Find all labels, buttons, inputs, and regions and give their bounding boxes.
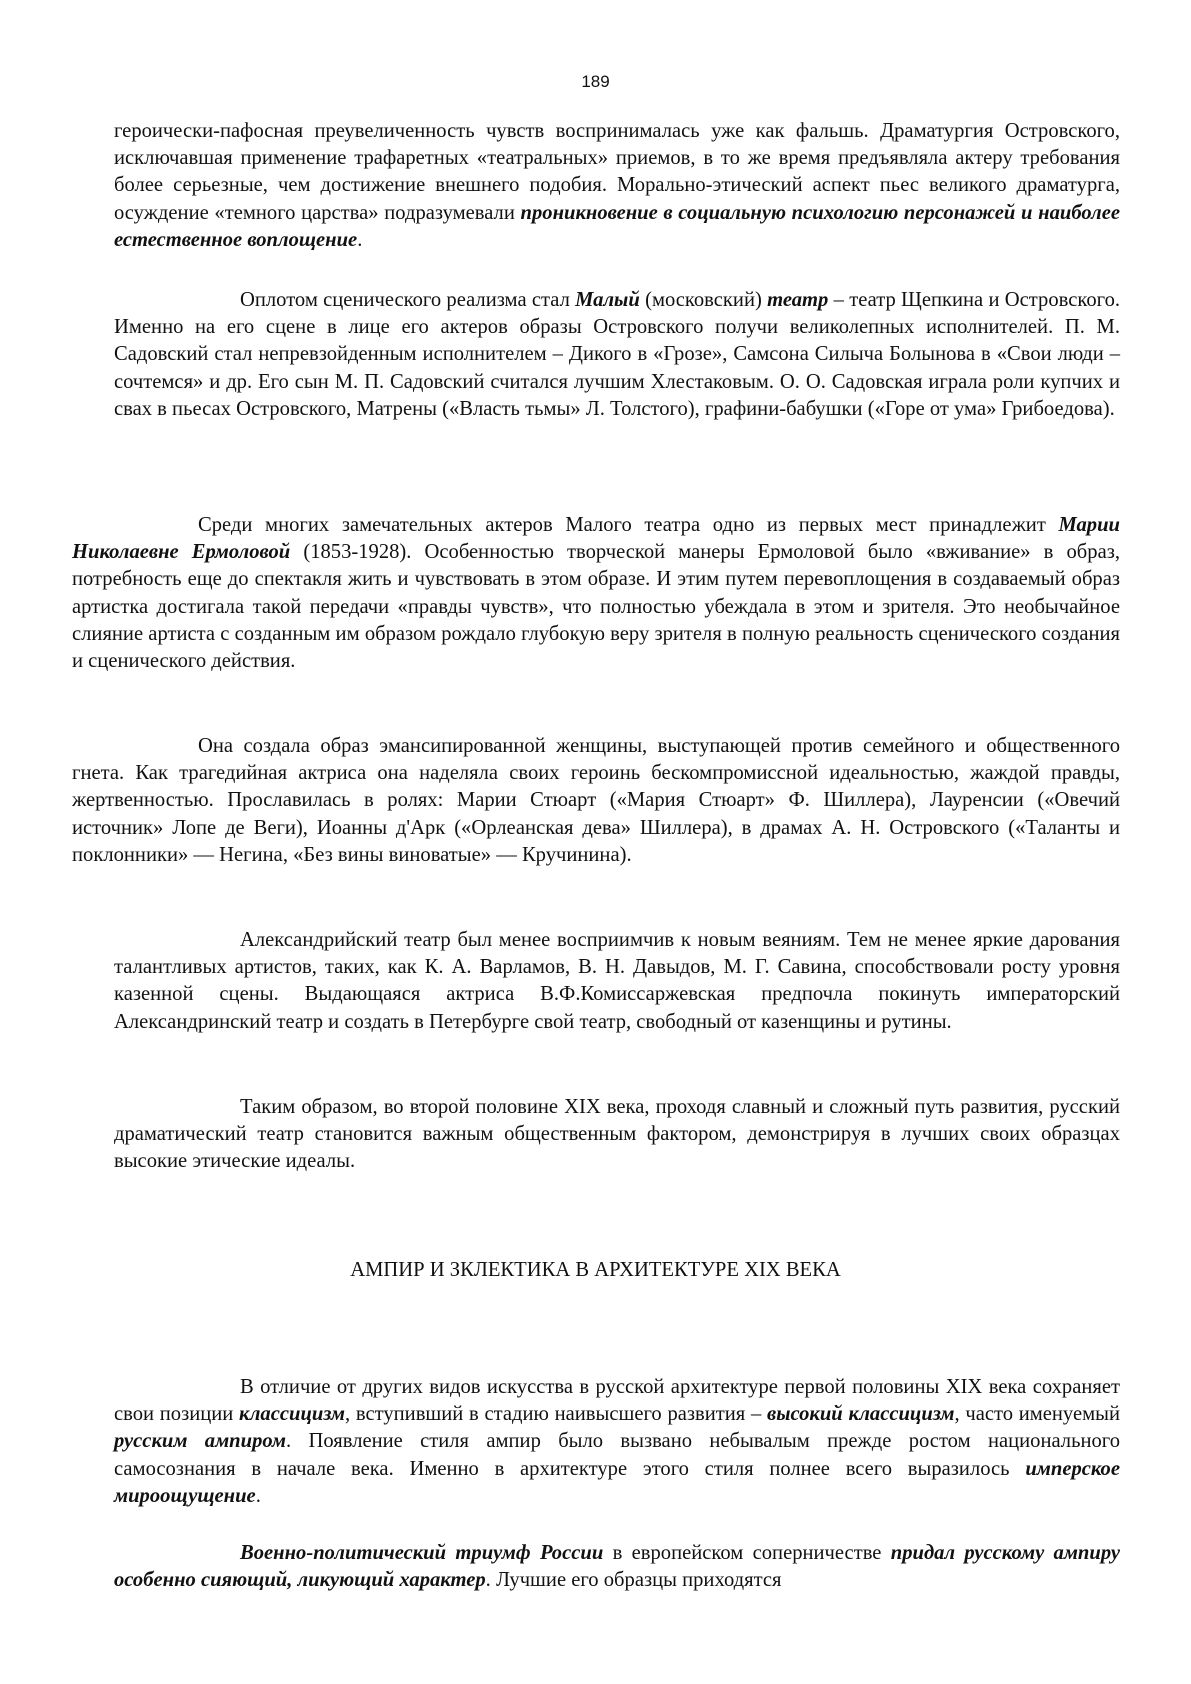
- text-run: Александрийский театр был менее восприимчив к новым веяниям. Тем не менее яркие дарования талантливых артистов, таких, как К. А. Варламов, В. Н. Давыдов, М. Г. Савина, способствовали росту уровня казенной сцены. Выдающаяся актриса В.Ф.Комиссаржевская предпочла покинуть императорский Александринский театр и создать в Петербурге свой театр, свободный от казенщины и рутины.: [114, 929, 1120, 1033]
- text-run: Таким образом, во второй половине XIX века, проходя славный и сложный путь развития, русский драматический театр становится важным общественным фактором, демонстрируя в лучших своих образцах высокие этические идеалы.: [114, 1096, 1120, 1173]
- text-run: В отличие от других видов искусства в русской архитектуре первой половины XIX века сохраняет свои позиции: [114, 1376, 1120, 1426]
- emphasis-text: проникновение в социальную психологию персонажей и наиболее естественное воплощение: [114, 201, 1120, 251]
- text-run: в европейском соперничестве: [603, 1542, 891, 1564]
- paragraph-continuation: [114, 118, 1120, 254]
- paragraph-triumph: [114, 1540, 1120, 1594]
- text-run: .: [357, 228, 363, 251]
- emphasis-text: Малый: [575, 289, 640, 311]
- text-run: (1853-1928). Особенностью творческой манеры Ермоловой было «вживание» в образ, потребность еще до спектакля жить и чувствовать в этом образе. И этим путем перевоплощения в создаваемый образ артистка достигала такой передачи «правды чувств», что полностью убеждала в этом и зрителя. Это необычайное слияние артиста с созданным им образом рождало глубокую веру зрителя в полную реальность сценического создания и сценического действия.: [72, 541, 1120, 673]
- emphasis-text: Марии Николаевне Ермоловой: [72, 514, 1120, 564]
- text-run: героически-пафосная преувеличенность чувств воспринималась уже как фальшь. Драматургия Островского, исключавшая применение трафаретных «театральных» приемов, в то же время предъявляла актеру требования более серьезные, чем достижение внешнего подобия. Морально-этический аспект пьес великого драматурга, осуждение «темного царства» подразумевали: [114, 120, 1120, 224]
- text-run: Она создала образ эмансипированной женщины, выступающей против семейного и общественного гнета. Как трагедийная актриса она наделяла своих героинь бескомпромиссной идеальностью, жаждой правды, жертвенностью. Прославилась в ролях: Марии Стюарт («Мария Стюарт» Ф. Шиллера), Лауренсии («Овечий источник» Лопе де Веги), Иоанны д'Арк («Орлеанская дева» Шиллера), в драмах А. Н. Островского («Таланты и поклонники» — Негина, «Без вины виноватые» — Кручинина).: [72, 735, 1120, 866]
- paragraph-alexandrinsky: [114, 927, 1120, 1036]
- text-run: , часто именуемый: [954, 1403, 1120, 1426]
- emphasis-text: высокий классицизм: [767, 1403, 955, 1426]
- text-run: Среди многих замечательных актеров Малого театра одно из первых мест принадлежит: [198, 514, 1059, 536]
- text-run: . Появление стиля ампир было вызвано небывалым прежде ростом национального самосознания в начале века. Именно в архитектуре этого стиля полнее всего выразилось: [114, 1430, 1121, 1480]
- text-run: . Лучшие его образцы приходятся: [485, 1569, 782, 1592]
- text-run: – театр Щепкина и Островского. Именно на его сцене в лице его актеров образы Островского получи великолепных исполнителей. П. М. Садовский стал непревзойденным исполнителем – Дикого в «Грозе», Самсона Силыча Болынова в «Свои люди – сочтемся» и др. Его сын М. П. Садовский считался лучшим Хлестаковым. О. О. Садовская играла роли купчих и свах в пьесах Островского, Матрены («Власть тьмы» Л. Толстого), графини-бабушки («Горе от ума» Грибоедова).: [114, 289, 1121, 420]
- paragraph-maly-theatre: [114, 287, 1120, 423]
- page-number: 189: [581, 72, 610, 91]
- emphasis-text: классицизм: [239, 1403, 346, 1426]
- paragraph-empire-style: [114, 1374, 1120, 1510]
- paragraph-ermolova: [72, 512, 1120, 675]
- section-heading: АМПИР И ЗКЛЕКТИКА В АРХИТЕКТУРЕ XIX ВЕКА: [350, 1259, 841, 1281]
- text-run: .: [255, 1484, 261, 1507]
- text-run: (московский): [639, 289, 768, 311]
- emphasis-text: театр: [767, 289, 829, 311]
- emphasis-text: имперское мироощущение: [114, 1457, 1120, 1507]
- emphasis-text: Военно-политический триумф России: [240, 1542, 604, 1564]
- emphasis-text: придал русскому ампиру особенно сияющий, ликующий характер: [114, 1542, 1121, 1592]
- emphasis-text: русским ампиром: [114, 1430, 287, 1453]
- paragraph-conclusion: [114, 1094, 1120, 1176]
- paragraph-roles: [72, 733, 1120, 869]
- text-run: , вступивший в стадию наивысшего развития –: [345, 1403, 767, 1426]
- text-run: Оплотом сценического реализма стал: [240, 289, 576, 311]
